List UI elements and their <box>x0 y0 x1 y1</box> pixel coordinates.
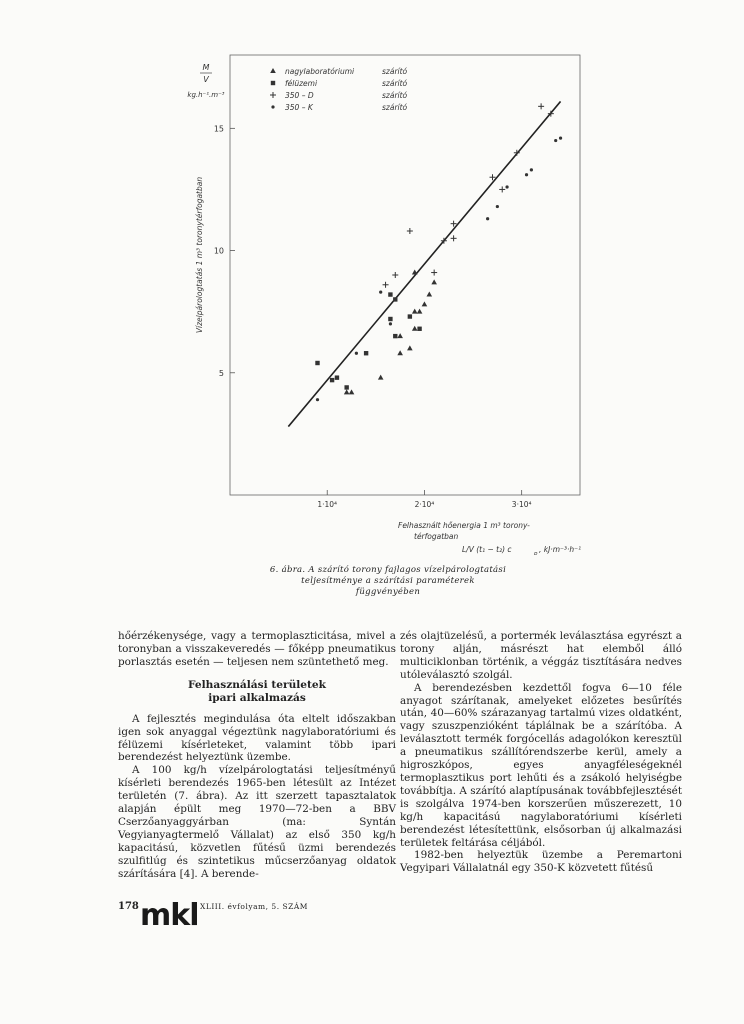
x-axis-unit: , kJ·m⁻³·h⁻¹ <box>539 545 582 554</box>
data-point-square <box>315 361 319 365</box>
paragraph: A 100 kg/h vízelpárologtatási teljesítményű kísérleti berendezés 1965-ben létesült az Intézet területén (7. ábra). Az itt szerzett tapasztalatok alapján épült meg 1970—72-ben a BBV Cserzőanyaggyárban (ma: Syntán Vegyianyagtermelő Vállalat) az első 350 kg/h kapacitású, közvetlen fűtésű üzmi berendezés szulfitlúg és szintetikus műcserzőanyag oldatok szárítására [4]. A berende- <box>118 764 396 880</box>
journal-logo: mkl <box>140 898 199 933</box>
x-axis-label: Felhasznált hőenergia 1 m³ torony- <box>398 521 530 530</box>
figure-caption <box>228 565 548 598</box>
data-point-triangle <box>412 326 418 331</box>
section-heading <box>118 679 396 705</box>
legend-label: 350 – D <box>285 91 314 100</box>
data-point-dot <box>355 352 358 355</box>
data-point-triangle <box>407 345 413 350</box>
legend-suffix: szárító <box>382 67 408 76</box>
data-point-plus <box>392 272 398 278</box>
data-point-dot <box>554 139 557 142</box>
data-point-square <box>344 385 348 389</box>
data-point-dot <box>525 173 528 176</box>
x-tick-label: 2·10⁴ <box>414 500 435 509</box>
data-point-triangle <box>344 389 350 394</box>
data-point-square <box>364 351 368 355</box>
x-tick-label: 3·10⁴ <box>511 500 532 509</box>
data-point-triangle <box>349 389 355 394</box>
data-point-triangle <box>422 301 428 306</box>
x-axis-label: térfogatban <box>414 532 459 541</box>
legend-marker-square <box>271 81 275 85</box>
data-point-plus <box>451 235 457 241</box>
caption-line: függvényében <box>355 587 421 597</box>
data-point-square <box>388 317 392 321</box>
data-point-triangle <box>431 279 437 284</box>
data-point-square <box>330 378 334 382</box>
data-point-square <box>408 314 412 318</box>
x-axis-formula: L/V (t₁ − t₂) c <box>462 545 512 554</box>
data-point-plus <box>431 270 437 276</box>
chart-axes <box>200 55 580 495</box>
y-unit-numerator: M <box>202 63 210 72</box>
data-point-dot <box>379 291 382 294</box>
legend-suffix: szárító <box>382 91 408 100</box>
trend-line <box>288 101 560 426</box>
text-column-right <box>400 630 682 875</box>
y-tick-label: 5 <box>218 368 224 378</box>
data-point-dot <box>389 322 392 325</box>
chart-legend <box>270 67 408 112</box>
legend-suffix: szárító <box>382 79 408 88</box>
data-point-plus <box>538 103 544 109</box>
data-point-triangle <box>378 375 384 380</box>
legend-suffix: szárító <box>382 103 408 112</box>
plot-frame <box>230 55 580 495</box>
data-point-dot <box>505 185 508 188</box>
legend-label: 350 – K <box>285 103 313 112</box>
caption-line: 6. ábra. A szárító torony fajlagos vízelpárologtatási <box>269 565 507 575</box>
data-point-dot <box>496 205 499 208</box>
data-point-dot <box>394 335 397 338</box>
data-point-dot <box>316 398 319 401</box>
section-heading-line: ipari alkalmazás <box>208 691 306 704</box>
data-point-square <box>388 292 392 296</box>
scatter-chart <box>150 40 590 555</box>
page-footer <box>118 898 418 938</box>
data-point-square <box>417 327 421 331</box>
data-point-dot <box>486 217 489 220</box>
paragraph: 1982-ben helyeztük üzembe a Peremartoni Vegyipari Vállalatnál egy 350-K közvetett fűtésű <box>400 849 682 875</box>
paragraph: A fejlesztés megindulása óta eltelt időszakban igen sok anyaggal végeztünk nagylaboratóriumi és félüzemi kísérleteket, valamint több ipari berendezést helyeztünk üzembe. <box>118 712 396 764</box>
data-point-triangle <box>397 333 403 338</box>
y-unit-denominator: V <box>203 75 209 84</box>
data-point-plus <box>499 186 505 192</box>
section-heading-line: Felhasználási területek <box>187 678 327 691</box>
y-tick-label: 15 <box>213 124 224 134</box>
text-column-left <box>118 630 396 881</box>
paragraph: zés olajtüzelésű, a portermék leválasztása egyrészt a torony alján, másrészt hat elemből álló multiciklonban történik, a véggáz tisztítására nedves utóleválasztó szolgál. <box>400 630 682 681</box>
paragraph: hőérzékenysége, vagy a termoplaszticitása, mivel a toronyban a visszakeveredés — főképp pneumatikus porlasztás esetén — teljesen nem szüntethető meg. <box>118 630 396 668</box>
legend-marker-plus <box>270 92 276 98</box>
x-tick-label: 1·10⁴ <box>317 500 338 509</box>
data-point-triangle <box>427 292 433 297</box>
chart-marks <box>288 101 562 426</box>
data-point-triangle <box>412 309 418 314</box>
x-axis-formula-sub: p <box>534 551 538 555</box>
chart-labels <box>187 63 581 555</box>
paragraph: A berendezésben kezdettől fogva 6—10 féle anyagot szárítanak, amelyeket előzetes besűrítés után, 40—60% szárazanyag tartalmú vizes oldatként, vagy szuszpenzióként táplálnak be a szárítóba. A leválasztott termék forgócellás adagolókon keresztül a pneumatikus szállítórendszerbe kerül, amely a higroszkópos, egyes anyagféleségeknél termoplasztikus port lehűti és a zsákoló helyiségbe továbbítja. A szárító alaptípusának továbbfejlesztését is szolgálva 1974-ben korszerűen műszerezett, 10 kg/h kapacitású nagylaboratóriumi kísérleti berendezést létesítettünk, elsősorban új alkalmazási területek feltárása céljából. <box>400 681 682 849</box>
journal-issue: XLIII. évfolyam, 5. SZÁM <box>200 902 308 911</box>
data-point-triangle <box>397 350 403 355</box>
page-number: 178 <box>118 901 139 912</box>
data-point-plus <box>407 228 413 234</box>
legend-marker-dot <box>271 105 274 108</box>
legend-marker-triangle <box>270 68 276 73</box>
legend-label: nagylaboratóriumi <box>285 67 355 76</box>
legend-label: félüzemi <box>285 79 318 88</box>
caption-line: teljesítménye a szárítási paraméterek <box>301 576 475 586</box>
y-axis-label: Vízelpárologtatás 1 m³ toronytérfogatban <box>195 176 204 334</box>
y-unit-label: kg.h⁻¹.m⁻³ <box>187 91 225 99</box>
data-point-dot <box>559 137 562 140</box>
data-point-square <box>393 297 397 301</box>
data-point-dot <box>335 376 338 379</box>
data-point-dot <box>530 168 533 171</box>
data-point-plus <box>383 282 389 288</box>
y-tick-label: 10 <box>213 246 224 256</box>
data-point-triangle <box>417 309 423 314</box>
